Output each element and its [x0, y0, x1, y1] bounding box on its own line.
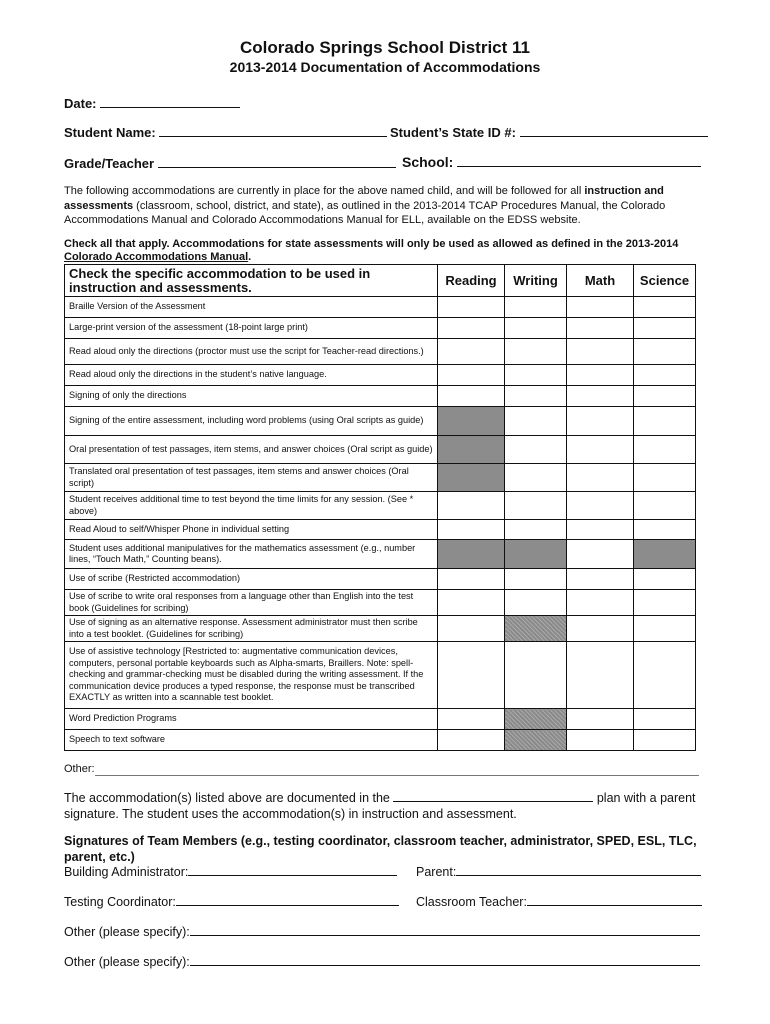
- checkbox-cell-science: [634, 540, 696, 569]
- checkbox-cell-science[interactable]: [634, 297, 696, 318]
- other-specify-label-2: Other (please specify):: [64, 955, 190, 969]
- student-name-input-line[interactable]: [159, 122, 387, 137]
- accommodation-label: Speech to text software: [65, 730, 438, 751]
- checkbox-cell-reading[interactable]: [438, 616, 505, 642]
- other-label: Other:: [64, 763, 95, 775]
- checkbox-cell-reading[interactable]: [438, 520, 505, 540]
- header-reading: Reading: [438, 265, 505, 297]
- document-title: Colorado Springs School District 11: [240, 38, 530, 57]
- accommodation-label: Read aloud only the directions (proctor must use the script for Teacher-read directions.): [65, 339, 438, 365]
- table-row: [65, 730, 696, 751]
- document-subtitle: 2013-2014 Documentation of Accommodations: [229, 59, 541, 75]
- checkbox-cell-writing: [505, 730, 567, 751]
- other-specify-input-line-1[interactable]: [190, 922, 700, 936]
- plan-statement: [64, 789, 714, 822]
- school-input-line[interactable]: [457, 152, 701, 167]
- other-specify-label-1: Other (please specify):: [64, 925, 190, 939]
- plan-input-line[interactable]: [393, 789, 593, 802]
- checkbox-cell-writing[interactable]: [505, 339, 567, 365]
- other-signature-1: [64, 922, 700, 939]
- checkbox-cell-writing: [505, 540, 567, 569]
- classroom-teacher-input-line[interactable]: [527, 892, 702, 906]
- checkbox-cell-math[interactable]: [567, 520, 634, 540]
- table-row: [65, 540, 696, 569]
- checkbox-cell-math[interactable]: [567, 616, 634, 642]
- accommodation-label: Braille Version of the Assessment: [65, 297, 438, 318]
- other-signature-2: [64, 952, 700, 969]
- building-admin-label: Building Administrator:: [64, 865, 189, 879]
- table-row: [65, 520, 696, 540]
- checkbox-cell-writing[interactable]: [505, 492, 567, 520]
- parent-input-line[interactable]: [456, 862, 701, 876]
- check-all-manual-name: Colorado Accommodations Manual: [64, 250, 249, 263]
- checkbox-cell-reading[interactable]: [438, 642, 505, 709]
- accommodation-label: Student receives additional time to test beyond the time limits for any session. (See * above): [65, 492, 438, 520]
- student-name-label: Student Name:: [64, 125, 156, 140]
- grade-teacher-input-line[interactable]: [158, 153, 396, 168]
- intro-paragraph: [64, 184, 704, 228]
- checkbox-cell-reading[interactable]: [438, 297, 505, 318]
- checkbox-cell-reading[interactable]: [438, 365, 505, 386]
- checkbox-cell-math[interactable]: [567, 464, 634, 492]
- table-row: [65, 407, 696, 436]
- school-field: [402, 152, 701, 170]
- header-accommodation: Check the specific accommodation to be used in instruction and assessments.: [65, 265, 438, 297]
- checkbox-cell-math[interactable]: [567, 386, 634, 407]
- checkbox-cell-writing[interactable]: [505, 386, 567, 407]
- checkbox-cell-writing: [505, 616, 567, 642]
- checkbox-cell-science[interactable]: [634, 730, 696, 751]
- checkbox-cell-science[interactable]: [634, 590, 696, 616]
- checkbox-cell-reading: [438, 436, 505, 464]
- checkbox-cell-math[interactable]: [567, 297, 634, 318]
- checkbox-cell-science[interactable]: [634, 436, 696, 464]
- accommodation-label: Signing of only the directions: [65, 386, 438, 407]
- testing-coordinator-label: Testing Coordinator:: [64, 895, 176, 909]
- table-row: [65, 386, 696, 407]
- other-specify-input-line-2[interactable]: [190, 952, 700, 966]
- accommodation-label: Read aloud only the directions in the student’s native language.: [65, 365, 438, 386]
- parent-signature: [416, 862, 701, 879]
- accommodation-label: Signing of the entire assessment, including word problems (using Oral scripts as guide): [65, 407, 438, 436]
- accommodation-label: Oral presentation of test passages, item stems, and answer choices (Oral script as guide): [65, 436, 438, 464]
- checkbox-cell-science[interactable]: [634, 569, 696, 590]
- checkbox-cell-science[interactable]: [634, 520, 696, 540]
- header-writing: Writing: [505, 265, 567, 297]
- accommodation-label: Read Aloud to self/Whisper Phone in individual setting: [65, 520, 438, 540]
- classroom-teacher-signature: [416, 892, 702, 909]
- header-science: Science: [634, 265, 696, 297]
- accommodation-label: Use of scribe to write oral responses from a language other than English into the test book (Guidelines for scribing): [65, 590, 438, 616]
- accommodation-label: Use of scribe (Restricted accommodation): [65, 569, 438, 590]
- accommodation-label: Student uses additional manipulatives for the mathematics assessment (e.g., number lines, “Touch Math,” Counting beans).: [65, 540, 438, 569]
- school-label: School:: [402, 154, 454, 170]
- table-row: [65, 339, 696, 365]
- checkbox-cell-science[interactable]: [634, 464, 696, 492]
- checkbox-cell-writing[interactable]: [505, 642, 567, 709]
- table-row: [65, 318, 696, 339]
- table-row: [65, 616, 696, 642]
- checkbox-cell-writing[interactable]: [505, 365, 567, 386]
- checkbox-cell-math[interactable]: [567, 318, 634, 339]
- intro-text-1: The following accommodations are currently in place for the above named child, and will be followed for all: [64, 185, 585, 197]
- checkbox-cell-science[interactable]: [634, 492, 696, 520]
- checkbox-cell-science[interactable]: [634, 339, 696, 365]
- checkbox-cell-reading: [438, 540, 505, 569]
- table-row: [65, 365, 696, 386]
- checkbox-cell-math[interactable]: [567, 540, 634, 569]
- testing-coordinator-input-line[interactable]: [176, 892, 399, 906]
- checkbox-cell-writing[interactable]: [505, 590, 567, 616]
- checkbox-cell-writing[interactable]: [505, 407, 567, 436]
- checkbox-cell-reading[interactable]: [438, 730, 505, 751]
- checkbox-cell-writing[interactable]: [505, 569, 567, 590]
- checkbox-cell-math[interactable]: [567, 492, 634, 520]
- checkbox-cell-math[interactable]: [567, 365, 634, 386]
- accommodation-label: Use of assistive technology [Restricted to: augmentative communication devices, computers, personal portable keyboards such as Alpha-smarts, Braillers. Note: spell-checking and grammar-checking must be disabled during the writing assessment. If the communication device produces a typed response, the response must be transcribed EXACTLY as written into a scannable test booklet.: [65, 642, 438, 709]
- accommodation-label: Large-print version of the assessment (18-point large print): [65, 318, 438, 339]
- other-input-line[interactable]: [95, 775, 699, 776]
- check-all-end: .: [248, 250, 252, 263]
- grade-teacher-field: [64, 153, 396, 171]
- accommodation-label: Translated oral presentation of test passages, item stems and answer choices (Oral script): [65, 464, 438, 492]
- checkbox-cell-math[interactable]: [567, 730, 634, 751]
- checkbox-cell-reading[interactable]: [438, 569, 505, 590]
- grade-teacher-label: Grade/Teacher: [64, 156, 155, 171]
- checkbox-cell-math[interactable]: [567, 709, 634, 730]
- accommodation-label: Word Prediction Programs: [65, 709, 438, 730]
- checkbox-cell-science[interactable]: [634, 318, 696, 339]
- table-row: [65, 436, 696, 464]
- date-label: Date:: [64, 96, 97, 111]
- checkbox-cell-science[interactable]: [634, 365, 696, 386]
- table-header-row: [65, 265, 696, 297]
- checkbox-cell-writing: [505, 709, 567, 730]
- accommodations-table: [64, 264, 696, 751]
- intro-text-bold: instruction and assessments: [64, 185, 664, 212]
- checkbox-cell-writing[interactable]: [505, 436, 567, 464]
- building-admin-input-line[interactable]: [188, 862, 397, 876]
- date-input-line[interactable]: [100, 93, 240, 108]
- plan-text-2: plan with a parent signature. The student uses the accommodation(s) in instruction and assessment.: [64, 791, 696, 821]
- header-math: Math: [567, 265, 634, 297]
- checkbox-cell-math[interactable]: [567, 642, 634, 709]
- checkbox-cell-reading: [438, 407, 505, 436]
- testing-coordinator-signature: [64, 892, 399, 909]
- table-row: [65, 297, 696, 318]
- state-id-field: [390, 122, 708, 140]
- classroom-teacher-label: Classroom Teacher:: [416, 895, 527, 909]
- checkbox-cell-math[interactable]: [567, 590, 634, 616]
- table-row: [65, 492, 696, 520]
- checkbox-cell-math[interactable]: [567, 569, 634, 590]
- table-row: [65, 709, 696, 730]
- table-row: [65, 590, 696, 616]
- checkbox-cell-reading[interactable]: [438, 492, 505, 520]
- plan-text-1: The accommodation(s) listed above are documented in the: [64, 791, 390, 805]
- checkbox-cell-reading: [438, 464, 505, 492]
- checkbox-cell-reading[interactable]: [438, 318, 505, 339]
- state-id-input-line[interactable]: [520, 122, 708, 137]
- checkbox-cell-science[interactable]: [634, 709, 696, 730]
- checkbox-cell-reading[interactable]: [438, 709, 505, 730]
- checkbox-cell-reading[interactable]: [438, 590, 505, 616]
- accommodation-label: Use of signing as an alternative response. Assessment administrator must then scribe into a test booklet. (Guidelines for scribing): [65, 616, 438, 642]
- checkbox-cell-science[interactable]: [634, 616, 696, 642]
- table-row: [65, 642, 696, 709]
- checkbox-cell-math[interactable]: [567, 407, 634, 436]
- checkbox-cell-writing[interactable]: [505, 297, 567, 318]
- student-name-field: [64, 122, 387, 140]
- intro-text-2: (classroom, school, district, and state), as outlined in the 2013-2014 TCAP Procedures Manual, the Colorado Accommodations Manual and Colorado Accommodations Manual for ELL, available on the EDSS website.: [64, 199, 666, 226]
- signatures-heading: Signatures of Team Members (e.g., testing coordinator, classroom teacher, administrator, SPED, ESL, TLC, parent, etc.): [64, 834, 697, 864]
- building-admin-signature: [64, 862, 397, 879]
- date-field: [64, 93, 240, 111]
- checkbox-cell-reading[interactable]: [438, 339, 505, 365]
- check-all-instructions: [64, 238, 724, 263]
- checkbox-cell-writing[interactable]: [505, 464, 567, 492]
- check-all-text: Check all that apply. Accommodations for state assessments will only be used as allowed as defined in the 2013-2014: [64, 238, 679, 250]
- state-id-label: Student’s State ID #:: [390, 125, 516, 140]
- checkbox-cell-writing[interactable]: [505, 318, 567, 339]
- table-row: [65, 569, 696, 590]
- checkbox-cell-science[interactable]: [634, 386, 696, 407]
- parent-label: Parent:: [416, 865, 457, 879]
- checkbox-cell-science[interactable]: [634, 642, 696, 709]
- checkbox-cell-math[interactable]: [567, 436, 634, 464]
- checkbox-cell-math[interactable]: [567, 339, 634, 365]
- table-row: [65, 464, 696, 492]
- checkbox-cell-writing[interactable]: [505, 520, 567, 540]
- checkbox-cell-reading[interactable]: [438, 386, 505, 407]
- checkbox-cell-science[interactable]: [634, 407, 696, 436]
